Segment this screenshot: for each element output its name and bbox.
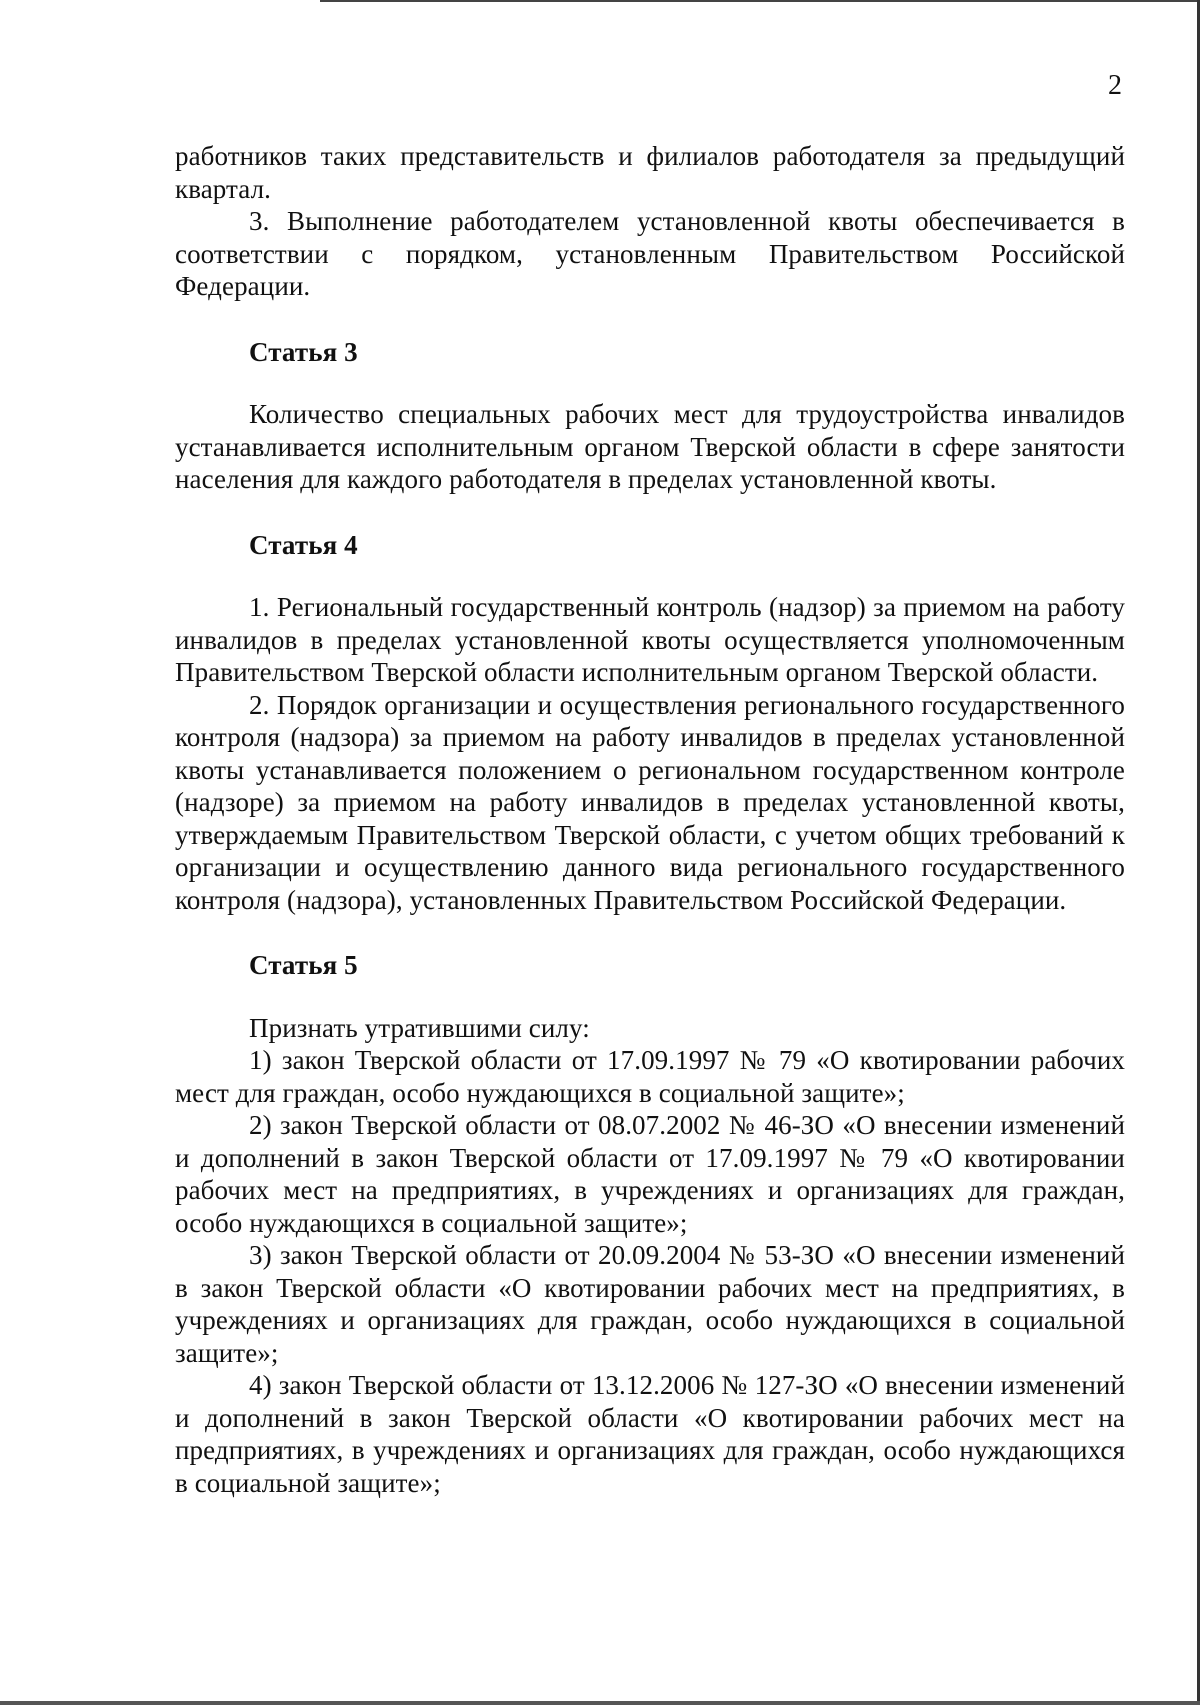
article-5-item-1: 1) закон Тверской области от 17.09.1997 № 79 «О квотировании рабочих мест для граждан, особо нуждающихся в социальной защите»;: [175, 1045, 1125, 1108]
scan-edge-bottom: [0, 1701, 1200, 1705]
article-3-heading: Статья 3: [249, 336, 358, 367]
article-3-text: Количество специальных рабочих мест для трудоустройства инвалидов устанавливается исполнительным органом Тверской области в сфере занятости населения для каждого работодателя в пределах установленной квоты.: [175, 399, 1125, 494]
document-body: [175, 140, 1125, 1499]
paragraph-item-3: 3. Выполнение работодателем установленной квоты обеспечивается в соответствии с порядком, установленным Правительством Российской Федерации.: [175, 206, 1125, 301]
page-number: 2: [1108, 70, 1122, 101]
article-5-intro: Признать утратившими силу:: [249, 1012, 590, 1043]
article-5-item-4: 4) закон Тверской области от 13.12.2006 № 127-ЗО «О внесении изменений и дополнений в закон Тверской области «О квотировании рабочих мест на предприятиях, в учреждениях и организациях для граждан, особо нуждающихся в социальной защите»;: [175, 1370, 1125, 1498]
article-5-heading: Статья 5: [249, 950, 358, 980]
article-4-item-2: 2. Порядок организации и осуществления регионального государственного контроля (надзора) за приемом на работу инвалидов в пределах установленной квоты устанавливается положением о региональном государственном контроле (надзоре) за приемом на работу инвалидов в пределах установленной квоты, утверждаемым Правительством Тверской области, с учетом общих требований к организации и осуществлению данного вида регионального государственного контроля (надзора), установленных Правительством Российской Федерации.: [175, 689, 1125, 915]
scan-edge-top: [320, 0, 1200, 2]
article-5-item-3: 3) закон Тверской области от 20.09.2004 № 53-ЗО «О внесении изменений в закон Тверской области «О квотировании рабочих мест на предприятиях, в учреждениях и организациях для граждан, особо нуждающихся в социальной защите»;: [175, 1240, 1125, 1368]
article-5-item-2: 2) закон Тверской области от 08.07.2002 № 46-ЗО «О внесении изменений и дополнений в закон Тверской области от 17.09.1997 № 79 «О квотировании рабочих мест на предприятиях, в учреждениях и организациях для граждан, особо нуждающихся в социальной защите»;: [175, 1110, 1125, 1238]
article-4-heading: Статья 4: [249, 529, 358, 560]
paragraph-continuation: работников таких представительств и филиалов работодателя за предыдущий квартал.: [175, 141, 1125, 204]
article-4-item-1: 1. Региональный государственный контроль (надзор) за приемом на работу инвалидов в пределах установленной квоты осуществляется уполномоченным Правительством Тверской области исполнительным органом Тверской области.: [175, 592, 1125, 687]
